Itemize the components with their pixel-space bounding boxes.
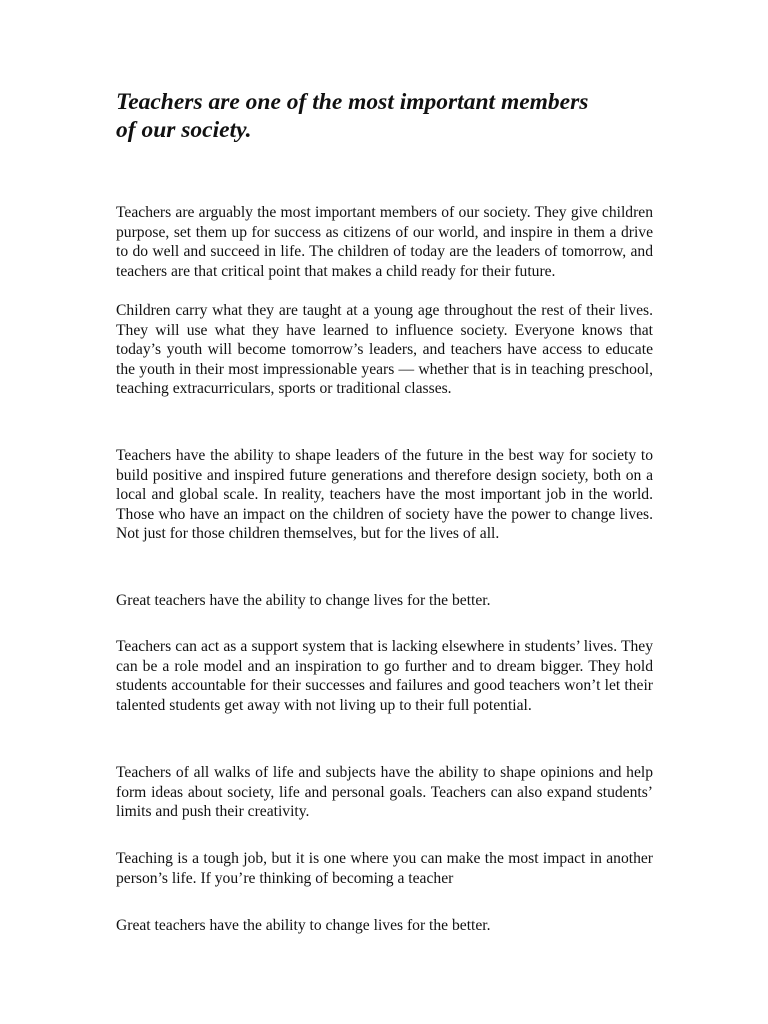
paragraph-tough-job: Teaching is a tough job, but it is one where you can make the most impact in another person’s life. If you’re thinking of becoming a teacher [116,850,653,887]
paragraph-closing: Great teachers have the ability to change lives for the better. [116,917,491,934]
paragraph-young-age: Children carry what they are taught at a young age throughout the rest of their lives. They will use what they have learned to influence society. Everyone knows that today’s youth will become tomorrow’s leaders, and teachers have access to educate the youth in their most impressionable years — whether that is in teaching preschool, teaching extracurriculars, sports or traditional classes. [116,302,653,397]
paragraph-change-lives: Great teachers have the ability to change lives for the better. [116,592,491,609]
paragraph-shape-leaders: Teachers have the ability to shape leaders of the future in the best way for society to build positive and inspired future generations and therefore design society, both on a local and global scale. In reality, teachers have the most important job in the world. Those who have an impact on the children of society have the power to change lives. Not just for those children themselves, but for the lives of all. [116,447,653,542]
paragraph-intro: Teachers are arguably the most important members of our society. They give children purpose, set them up for success as citizens of our world, and inspire in them a drive to do well and succeed in life. The children of today are the leaders of tomorrow, and teachers are that critical point that makes a child ready for their future. [116,204,653,280]
paragraph-shape-opinions: Teachers of all walks of life and subjects have the ability to shape opinions and help form ideas about society, life and personal goals. Teachers can also expand students’ limits and push their creativity. [116,764,653,820]
paragraph-support-system: Teachers can act as a support system that is lacking elsewhere in students’ lives. They can be a role model and an inspiration to go further and to dream bigger. They hold students accountable for their successes and failures and good teachers won’t let their talented students get away with not living up to their full potential. [116,638,653,714]
document-title: Teachers are one of the most important members of our society. [116,89,589,143]
